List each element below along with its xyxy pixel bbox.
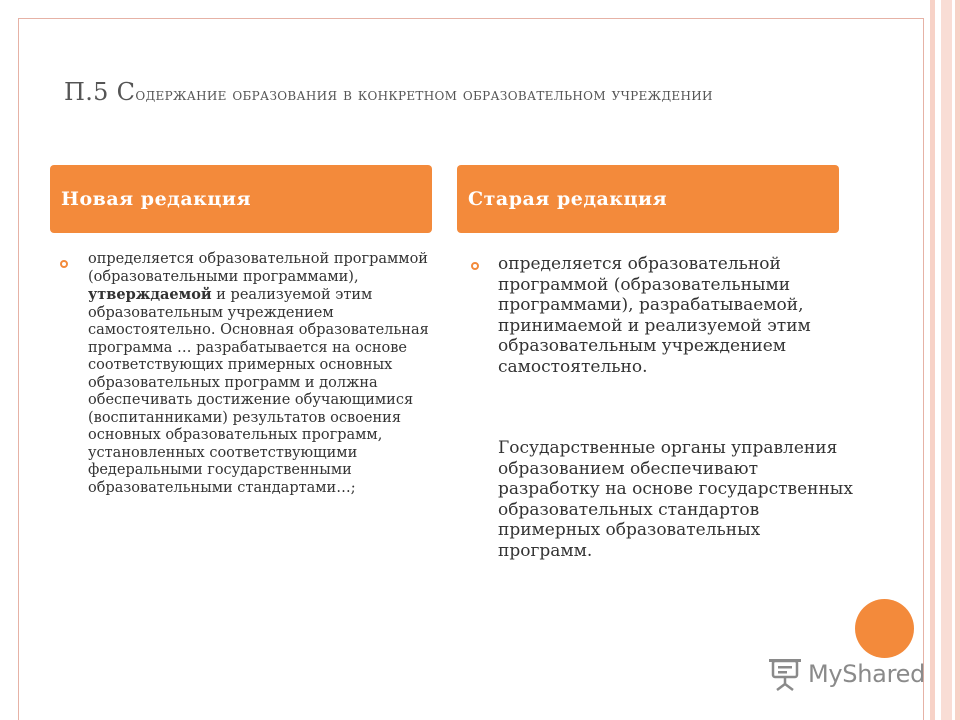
presentation-board-icon — [768, 657, 802, 691]
new-edition-header-label: Новая редакция — [61, 188, 252, 210]
decor-stripe — [955, 0, 960, 720]
slide-title — [64, 72, 884, 115]
decor-stripe — [941, 0, 952, 720]
new-edition-header — [50, 165, 432, 233]
watermark-logo — [768, 656, 925, 692]
decor-circle — [855, 599, 914, 658]
old-edition-paragraph-1: определяется образовательной программой (образовательными программами), разрабатываемой, принимаемой и реализуемой этим образовательным учреждением самостоятельно. — [498, 254, 811, 377]
new-edition-text — [88, 251, 433, 497]
decor-stripe — [930, 0, 935, 720]
bullet-icon — [60, 260, 68, 268]
new-edition-text-bold: утверждаемой — [88, 286, 212, 303]
old-edition-paragraph-2 — [489, 438, 859, 561]
slide-title-prefix: П.5 С — [64, 78, 136, 106]
new-edition-text-part1: определяется образовательной программой (образовательными программами), — [88, 251, 428, 285]
old-edition-header — [457, 165, 839, 233]
old-edition-paragraph-2-text: Государственные органы управления образованием обеспечивают разработку на основе государственных образовательных стандартов примерных образовательных программ. — [498, 438, 853, 561]
slide-title-rest: одержание образования в конкретном образовательном учреждении — [135, 85, 713, 105]
bullet-icon — [471, 262, 479, 270]
watermark-text: MyShared — [808, 660, 926, 688]
new-edition-text-part2: и реализуемой этим образовательным учреждением самостоятельно. Основная образовательная программа … разрабатывается на основе соответствующих примерных основных образовательных программ и должна обеспечивать достижение обучающимися (воспитанниками) результатов освоения основных образовательных программ, установленных соответствующими федеральными государственными образовательными стандартами…; — [88, 287, 429, 496]
old-edition-header-label: Старая редакция — [468, 188, 668, 210]
